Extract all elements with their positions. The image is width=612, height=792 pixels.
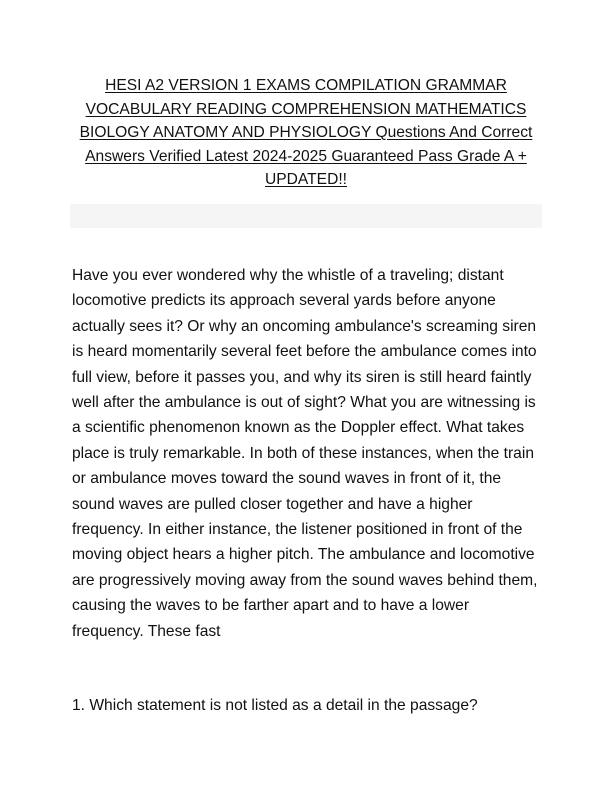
question-1: 1. Which statement is not listed as a detail in the passage? [72,697,478,714]
title-shading-bar [70,204,542,228]
document-title: HESI A2 VERSION 1 EXAMS COMPILATION GRAMMAR VOCABULARY READING COMPREHENSION MATHEMATICS BIOLOGY ANATOMY AND PHYSIOLOGY Questions And Correct Answers Verified Latest 2024-2025 Guaranteed Pass Grade A + UPDATED!! [79,77,533,188]
reading-passage: Have you ever wondered why the whistle of a traveling; distant locomotive predicts its approach several yards before anyone actually sees it? Or why an oncoming ambulance's screaming siren is heard momentarily several feet before the ambulance comes into full view, before it passes you, and why its siren is still heard faintly well after the ambulance is out of sight? What you are witnessing is a scientific phenomenon known as the Doppler effect. What takes place is truly remarkable. In both of these instances, when the train or ambulance moves toward the sound waves in front of it, the sound waves are pulled closer together and have a higher frequency. In either instance, the listener positioned in front of the moving object hears a higher pitch. The ambulance and locomotive are progressively moving away from the sound waves behind them, causing the waves to be farther apart and to have a lower frequency. These fast [72,267,538,640]
